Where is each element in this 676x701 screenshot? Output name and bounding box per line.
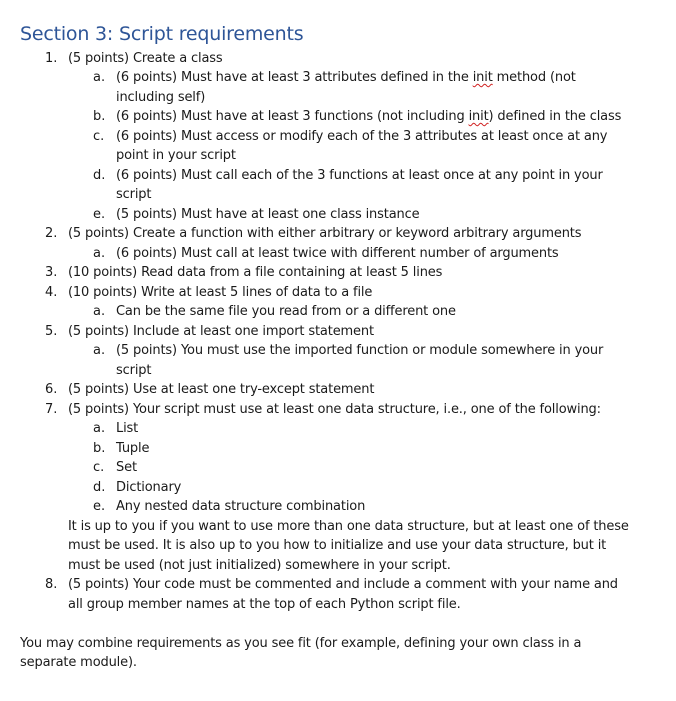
subitem-text-continued: script <box>116 363 152 378</box>
subitem-letter: e. <box>93 207 106 222</box>
subitem-text-continued: script <box>116 187 152 202</box>
spellcheck-word: init <box>472 70 493 85</box>
subitem-text: Any nested data structure combination <box>116 499 366 514</box>
item-number: 6. <box>45 382 58 397</box>
subitem-letter: c. <box>93 129 105 144</box>
item-text: (5 points) Your script must use at least one data structure, i.e., one of the following: <box>68 402 601 417</box>
item-text: (5 points) Create a function with either arbitrary or keyword arbitrary arguments <box>68 226 582 241</box>
section-title: Section 3: Script requirements <box>20 23 304 45</box>
subitem-text: (5 points) You must use the imported function or module somewhere in your <box>116 343 604 358</box>
subitem-text-continued: point in your script <box>116 148 236 163</box>
subitem-text: (6 points) Must have at least 3 attributes defined in the init method (not <box>116 70 576 85</box>
subitem-text: (6 points) Must have at least 3 functions (not including init) defined in the class <box>116 109 622 124</box>
subitem-letter: a. <box>93 421 106 436</box>
subitem-letter: a. <box>93 304 106 319</box>
item-text: (10 points) Write at least 5 lines of data to a file <box>68 285 373 300</box>
subitem-text: Set <box>116 460 137 475</box>
subitem-text-continued: including self) <box>116 90 206 105</box>
item-text-continued: all group member names at the top of each Python script file. <box>68 597 461 612</box>
item-number: 8. <box>45 577 58 592</box>
note-text: It is up to you if you want to use more than one data structure, but at least one of these <box>68 519 629 534</box>
subitem-letter: a. <box>93 246 106 261</box>
subitem-text: (6 points) Must access or modify each of the 3 attributes at least once at any <box>116 129 608 144</box>
subitem-text: Tuple <box>116 441 150 456</box>
subitem-text: (6 points) Must call at least twice with different number of arguments <box>116 246 559 261</box>
item-number: 3. <box>45 265 58 280</box>
subitem-letter: b. <box>93 109 106 124</box>
footer-text: You may combine requirements as you see fit (for example, defining your own class in a <box>20 636 582 651</box>
subitem-text: Can be the same file you read from or a different one <box>116 304 456 319</box>
subitem-letter: b. <box>93 441 106 456</box>
subitem-letter: d. <box>93 168 106 183</box>
subitem-text: (5 points) Must have at least one class instance <box>116 207 420 222</box>
subitem-letter: a. <box>93 70 106 85</box>
subitem-text: (6 points) Must call each of the 3 functions at least once at any point in your <box>116 168 603 183</box>
subitem-text: List <box>116 421 139 436</box>
item-text: (5 points) Include at least one import statement <box>68 324 374 339</box>
item-text: (5 points) Your code must be commented and include a comment with your name and <box>68 577 618 592</box>
spellcheck-word: init <box>468 109 489 124</box>
note-text: must be used. It is also up to you how to initialize and use your data structure, but it <box>68 538 607 553</box>
item-number: 4. <box>45 285 58 300</box>
item-number: 7. <box>45 402 58 417</box>
item-number: 5. <box>45 324 58 339</box>
subitem-letter: e. <box>93 499 106 514</box>
footer-text: separate module). <box>20 655 137 670</box>
note-text: must be used (not just initialized) somewhere in your script. <box>68 558 451 573</box>
item-number: 1. <box>45 51 58 66</box>
subitem-letter: d. <box>93 480 106 495</box>
subitem-letter: c. <box>93 460 105 475</box>
item-number: 2. <box>45 226 58 241</box>
item-text: (10 points) Read data from a file containing at least 5 lines <box>68 265 443 280</box>
subitem-letter: a. <box>93 343 106 358</box>
item-text: (5 points) Create a class <box>68 51 223 66</box>
subitem-text: Dictionary <box>116 480 182 495</box>
item-text: (5 points) Use at least one try-except statement <box>68 382 375 397</box>
